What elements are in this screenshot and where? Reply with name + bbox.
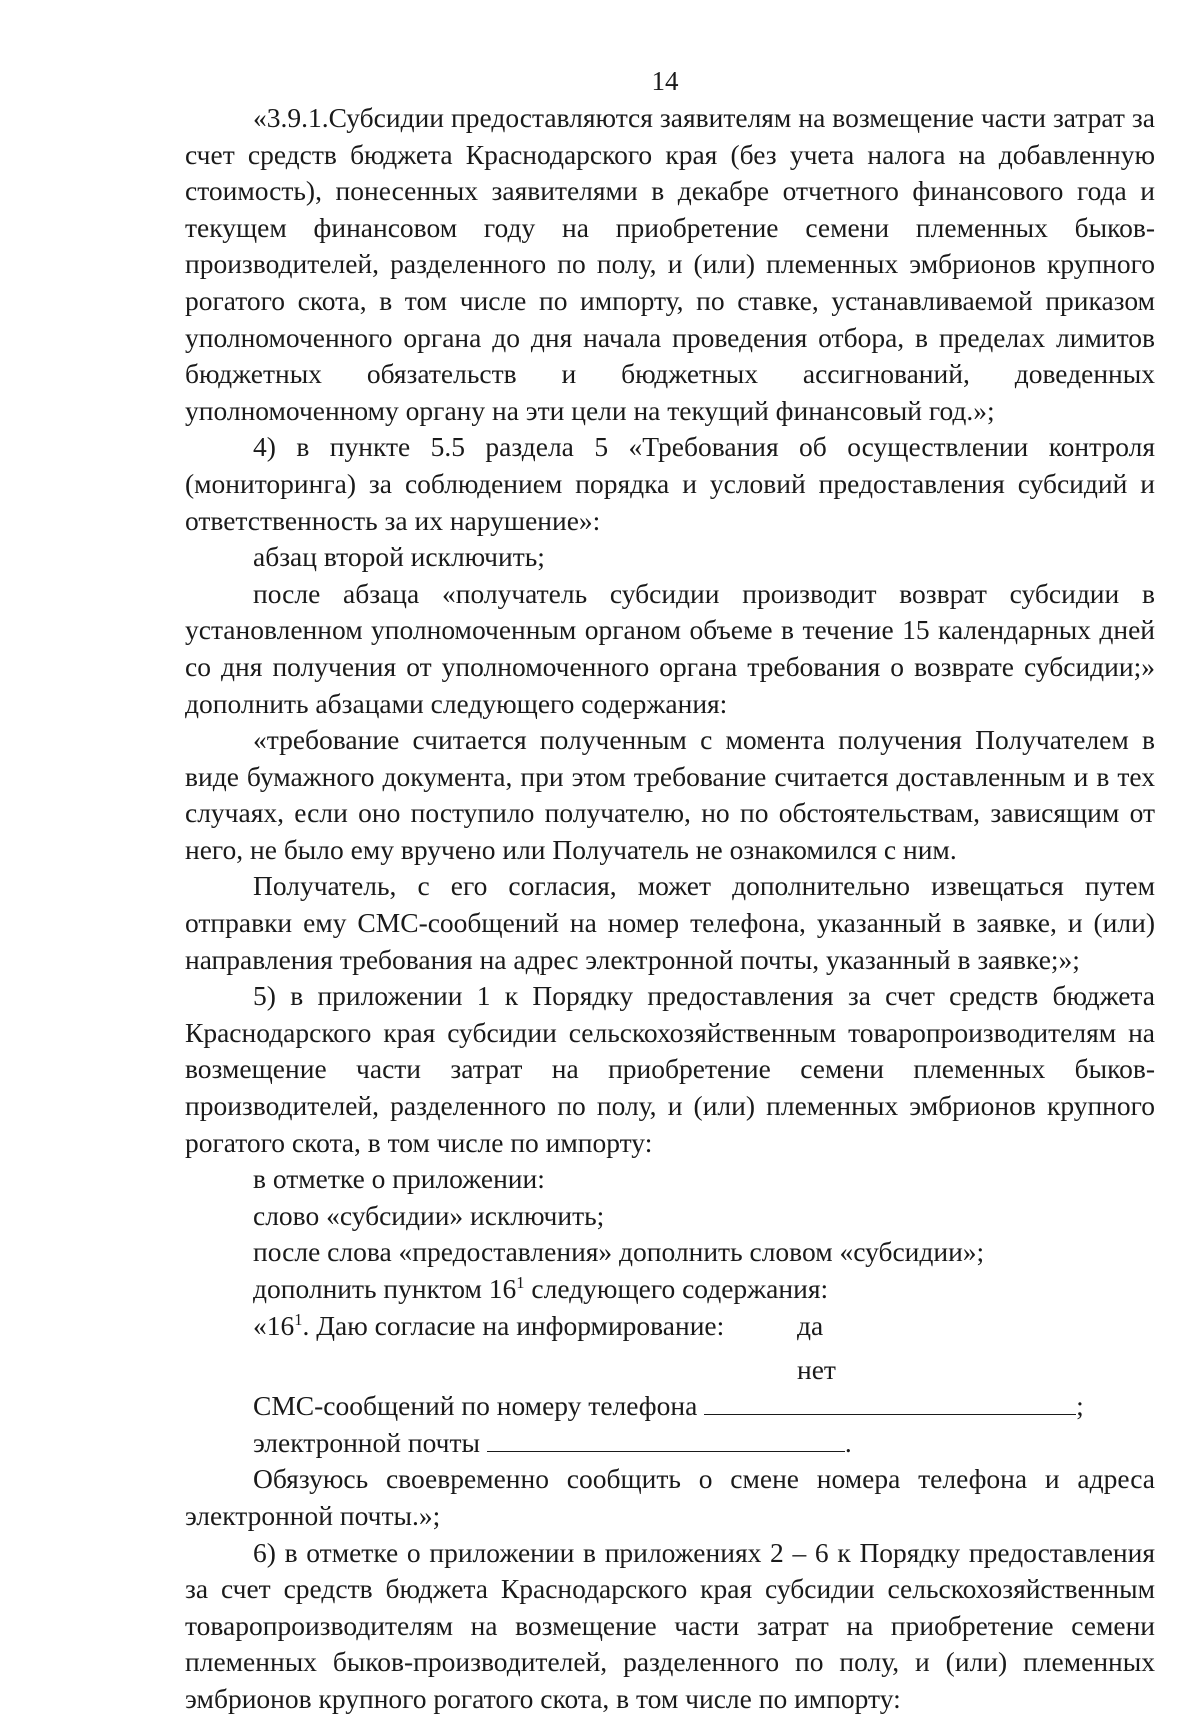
paragraph-recipient: Получатель, с его согласия, может дополнительно извещаться путем отправки ему СМС-сообщений на номер телефона, указанный в заявке, и (или) направления требования на адрес электронной почты, указанный в заявке;»; xyxy=(185,870,1155,975)
paragraph-obligation: Обязуюсь своевременно сообщить о смене номера телефона и адреса электронной почты.»; xyxy=(185,1463,1155,1531)
consent-row xyxy=(185,1308,1155,1345)
consent-yes: да xyxy=(797,1309,824,1341)
paragraph-add-point: дополнить пунктом $16^1$ следующего содержания: xyxy=(253,1272,829,1304)
paragraph-item-4: 4) в пункте 5.5 раздела 5 «Требования об осуществлении контроля (мониторинга) за соблюдением порядка и условий предоставления субсидий и ответственность за их нарушение»: xyxy=(185,431,1155,536)
paragraph-after-word: после слова «предоставления» дополнить словом «субсидии»; xyxy=(253,1236,985,1268)
page-number: 14 xyxy=(651,66,679,96)
paragraph-item-6: 6) в отметке о приложении в приложениях 2 – 6 к Порядку предоставления за счет средств бюджета Краснодарского края субсидии сельскохозяйственным товаропроизводителям на возмещение части затрат на приобретение семени племенных быков-производителей, разделенного по полу, и (или) племенных эмбрионов крупного рогатого скота, в том числе по импорту: xyxy=(185,1536,1155,1714)
document-body xyxy=(185,100,1155,1718)
paragraph-requirement: «требование считается полученным с момента получения Получателем в виде бумажного документа, при этом требование считается доставленным и в тех случаях, если оно поступило получателю, но по обстоятельствам, зависящим от него, не было ему вручено или Получатель не ознакомился с ним. xyxy=(185,724,1155,865)
paragraph-exclude: абзац второй исключить; xyxy=(253,541,545,573)
paragraph-3-9-1: «3.9.1.Субсидии предоставляются заявителям на возмещение части затрат за счет средств бюджета Краснодарского края (без учета налога на добавленную стоимость), понесенных заявителями в декабре отчетного финансового года и текущем финансовом году на приобретение семени племенных быков-производителей, разделенного по полу, и (или) племенных эмбрионов крупного рогатого скота, в том числе по импорту, по ставке, устанавливаемой приказом уполномоченного органа до дня начала проведения отбора, в пределах лимитов бюджетных обязательств и бюджетных ассигнований, доведенных уполномоченному органу на эти цели на текущий финансовый год.»; xyxy=(185,102,1155,426)
email-line: электронной почты . xyxy=(253,1426,852,1458)
consent-no: нет xyxy=(797,1354,836,1386)
consent-label: «$16^1$. Даю согласие на информирование: xyxy=(253,1309,725,1341)
email-label: электронной почты xyxy=(253,1426,480,1458)
sms-line: СМС-сообщений по номеру телефона ; xyxy=(253,1390,1084,1422)
sms-label: СМС-сообщений по номеру телефона xyxy=(253,1390,698,1422)
paragraph-mark: в отметке о приложении: xyxy=(253,1163,545,1195)
paragraph-word-exclude: слово «субсидии» исключить; xyxy=(253,1199,605,1231)
email-blank xyxy=(487,1425,845,1452)
paragraph-after-abzats: после абзаца «получатель субсидии производит возврат субсидии в установленном уполномоченным органом объеме в течение 15 календарных дней со дня получения от уполномоченного органа требования о возврате субсидии;» дополнить абзацами следующего содержания: xyxy=(185,577,1155,719)
consent-no-row xyxy=(185,1344,1155,1388)
paragraph-item-5: 5) в приложении 1 к Порядку предоставления за счет средств бюджета Краснодарского края субсидии сельскохозяйственным товаропроизводителям на возмещение части затрат на приобретение семени племенных быков-производителей, разделенного по полу, и (или) племенных эмбрионов крупного рогатого скота, в том числе по импорту: xyxy=(185,980,1155,1158)
phone-blank xyxy=(704,1388,1076,1415)
